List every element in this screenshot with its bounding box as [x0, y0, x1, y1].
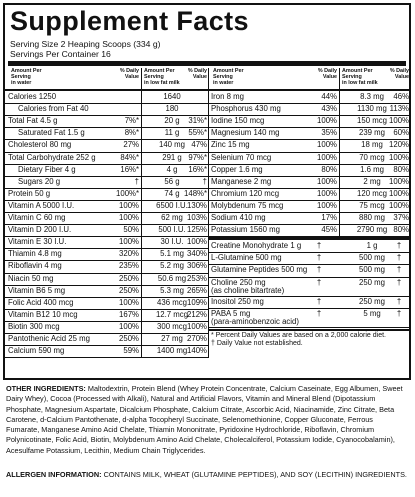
- milk-amount: 75 mcg: [359, 200, 385, 210]
- milk-daily-value: 140%: [187, 346, 207, 356]
- milk-amount: 120 mcg: [357, 188, 387, 198]
- milk-amount: 500 mg: [358, 253, 385, 263]
- milk-daily-value: 55%*: [188, 128, 207, 138]
- daily-value: 250%: [119, 273, 139, 283]
- milk-amount: 20 g: [164, 116, 180, 126]
- milk-amount: 880 mg: [358, 213, 385, 222]
- nutrient-name: Folic Acid 400 mcg: [8, 297, 74, 307]
- nutrient-name: Vitamin A 5000 I.U.: [8, 200, 75, 210]
- daily-value: 27%: [123, 140, 139, 150]
- nutrient-name: Manganese 2 mg: [211, 176, 272, 186]
- nutrient-subtitle: (as choline bitartrate): [211, 285, 285, 295]
- daily-value: 100%*: [116, 188, 139, 198]
- milk-daily-value: 47%: [191, 140, 207, 150]
- nutrient-name: PABA 5 mg: [211, 308, 251, 318]
- milk-daily-value: 100%: [389, 152, 409, 162]
- nutrient-name: Molybdenum 75 mcg: [211, 200, 284, 210]
- milk-daily-value: 306%: [187, 261, 207, 271]
- nutrient-name: Saturated Fat 1.5 g: [18, 128, 85, 138]
- daily-value: 84%*: [120, 152, 139, 162]
- milk-amount: 1640: [163, 92, 181, 101]
- footnote-rule: [208, 329, 409, 331]
- daily-value: 100%: [119, 237, 139, 247]
- nutrient-name: Total Carbohydrate 252 g: [8, 152, 96, 162]
- milk-daily-value: 100%: [187, 237, 207, 247]
- milk-amount: 5.2 mg: [160, 261, 184, 271]
- daily-value: 44%: [321, 92, 337, 101]
- milk-daily-value: 100%: [389, 188, 409, 198]
- milk-amount: 1.6 mg: [360, 164, 384, 174]
- daily-value: 235%: [119, 261, 139, 271]
- column-header: Amount Per Serving in low fat milk: [342, 68, 378, 86]
- nutrient-name: Biotin 300 mcg: [8, 321, 60, 331]
- nutrient-name: Calories 1250: [8, 92, 57, 101]
- nutrient-name: Calories from Fat 40: [18, 104, 89, 114]
- section-rule: [208, 237, 409, 240]
- milk-amount: 6500 I.U.: [156, 200, 188, 210]
- daily-value: 100%: [119, 213, 139, 222]
- column-header: Amount Per Serving in water: [213, 68, 244, 86]
- nutrient-name: Pantothenic Acid 25 mg: [8, 334, 90, 343]
- milk-daily-value: 100%: [389, 116, 409, 126]
- other-ingredients-text: Maltodextrin, Protein Blend (Whey Protein Concentrate, Calcium Caseinate, Egg Albumen, Sweet Dairy Whey), Cocoa (Processed with Alkali), Natural and Artificial Flavors, Vitamin and Mineral Blend (Dipotassium Phosphate, Magnesium Aspartate, Dicalcium Phosphate, Calcium Citrate, Ascorbic Acid, Niacinamide, Zinc Citrate, Beta Carotene, d-Calcium Pantothenate, d-alpha Tocopheryl Succinate, Selenomethionine, Copper Gluconate, Ferrous Fumarate, Manganese Amino Acid Chelate, Thiamin Mononitrate, Pyridoxine Hydrochloride, Riboflavin, Chromium Polynicotinate, Folic Acid, Biotin, Molybdenum Amino Acid Chelate, Cholecalciferol, Potassium Iodide, Cyanocobalamin), Acesulfame Potassium, Lecithin, Medium Chain Triglycerides.: [6, 384, 403, 455]
- daily-value: 45%: [321, 225, 337, 235]
- milk-amount: 500 mg: [358, 265, 385, 275]
- milk-daily-value: 16%*: [188, 164, 207, 174]
- milk-amount: 250 mg: [358, 296, 385, 306]
- supplement-facts-panel: [3, 3, 411, 380]
- milk-daily-value: †: [396, 241, 402, 251]
- daily-value: †: [316, 277, 322, 287]
- milk-daily-value: †: [396, 253, 402, 263]
- nutrient-name: Copper 1.6 mg: [211, 164, 263, 174]
- nutrient-name: Dietary Fiber 4 g: [18, 164, 76, 174]
- nutrient-name: Chromium 120 mcg: [211, 188, 280, 198]
- milk-daily-value: 31%*: [188, 116, 207, 126]
- milk-daily-value: 253%: [187, 273, 207, 283]
- daily-value: †: [316, 253, 322, 263]
- daily-value: 8%*: [124, 128, 139, 138]
- daily-value: 100%: [317, 188, 337, 198]
- milk-daily-value: †: [396, 308, 402, 318]
- milk-daily-value: 130%: [187, 200, 207, 210]
- daily-value: 16%*: [120, 164, 139, 174]
- milk-amount: 180: [165, 104, 179, 114]
- daily-value: 250%: [119, 285, 139, 295]
- nutrient-name: Vitamin B6 5 mg: [8, 285, 66, 295]
- nutrient-name: Total Fat 4.5 g: [8, 116, 58, 126]
- daily-value: 35%: [321, 128, 337, 138]
- column-divider: [141, 68, 142, 358]
- milk-daily-value: 46%: [393, 92, 409, 101]
- column-divider: [208, 68, 209, 358]
- milk-daily-value: 103%: [187, 213, 207, 222]
- nutrient-name: Vitamin D 200 I.U.: [8, 225, 72, 235]
- milk-daily-value: 37%: [393, 213, 409, 222]
- milk-amount: 5.3 mg: [160, 285, 184, 295]
- milk-daily-value: 120%: [389, 140, 409, 150]
- milk-daily-value: 212%: [187, 309, 207, 319]
- milk-amount: 5 mg: [363, 308, 381, 318]
- milk-amount: 140 mg: [158, 140, 185, 150]
- milk-daily-value: 80%: [393, 164, 409, 174]
- milk-amount: 12.7 mcg: [155, 309, 189, 319]
- milk-amount: 18 mg: [361, 140, 383, 150]
- daily-value: 100%: [119, 297, 139, 307]
- column-header: % Daily Value: [119, 68, 139, 80]
- milk-amount: 250 mg: [358, 277, 385, 287]
- nutrient-name: Phosphorus 430 mg: [211, 104, 281, 114]
- header-rule: [5, 89, 409, 91]
- daily-value: 50%: [123, 225, 139, 235]
- daily-value: 250%: [119, 334, 139, 343]
- milk-amount: 150 mcg: [357, 116, 387, 126]
- nutrient-name: L-Glutamine 500 mg: [211, 253, 282, 263]
- milk-daily-value: †: [396, 277, 402, 287]
- nutrient-name: Magnesium 140 mg: [211, 128, 280, 138]
- daily-value: †: [316, 296, 322, 306]
- other-ingredients-label: OTHER INGREDIENTS:: [6, 384, 86, 393]
- milk-daily-value: 100%: [187, 321, 207, 331]
- serving-size: Serving Size 2 Heaping Scoops (334 g): [10, 39, 161, 49]
- milk-amount: 11 g: [164, 128, 180, 138]
- daily-value: †: [316, 241, 322, 251]
- milk-amount: 27 mg: [161, 334, 183, 343]
- other-ingredients: [6, 384, 408, 456]
- milk-daily-value: †: [396, 296, 402, 306]
- milk-daily-value: 113%: [389, 104, 409, 114]
- milk-amount: 50.6 mg: [157, 273, 187, 283]
- milk-daily-value: 148%*: [184, 188, 207, 198]
- nutrient-name: Sugars 20 g: [18, 176, 61, 186]
- daily-value: 320%: [119, 249, 139, 259]
- milk-daily-value: 270%: [187, 334, 207, 343]
- milk-amount: 70 mcg: [359, 152, 385, 162]
- allergen-info: [6, 470, 408, 480]
- nutrient-name: Creatine Monohydrate 1 g: [211, 241, 302, 251]
- column-header: % Daily Value: [187, 68, 207, 80]
- nutrient-name: Choline 250 mg: [211, 277, 266, 287]
- nutrient-name: Vitamin E 30 I.U.: [8, 237, 67, 247]
- daily-value: 7%*: [124, 116, 139, 126]
- daily-value: 100%: [317, 200, 337, 210]
- milk-daily-value: †: [202, 176, 207, 186]
- milk-daily-value: 80%: [393, 225, 409, 235]
- nutrient-name: Niacin 50 mg: [8, 273, 54, 283]
- column-header: % Daily Value: [389, 68, 409, 80]
- milk-amount: 239 mg: [358, 128, 385, 138]
- row-rule: [5, 357, 209, 358]
- daily-value: †: [134, 176, 139, 186]
- milk-amount: 291 g: [162, 152, 182, 162]
- panel-title: Supplement Facts: [10, 6, 249, 36]
- daily-value: 100%: [317, 116, 337, 126]
- milk-amount: 2790 mg: [356, 225, 388, 235]
- nutrient-name: Cholesterol 80 mg: [8, 140, 72, 150]
- daily-value: †: [316, 265, 322, 275]
- nutrient-name: Vitamin B12 10 mcg: [8, 309, 78, 319]
- daily-value: 59%: [123, 346, 139, 356]
- milk-amount: 436 mcg: [157, 297, 187, 307]
- daily-value: 43%: [321, 104, 337, 114]
- column-header: % Daily Value: [317, 68, 337, 80]
- column-header: Amount Per Serving in water: [11, 68, 42, 86]
- milk-daily-value: 60%: [393, 128, 409, 138]
- servings-per-container: Servings Per Container 16: [10, 49, 111, 59]
- nutrient-name: Thiamin 4.8 mg: [8, 249, 62, 259]
- daily-value: †: [316, 308, 322, 318]
- milk-daily-value: †: [396, 265, 402, 275]
- thick-divider: [8, 61, 406, 66]
- nutrient-subtitle: (para-aminobenzoic acid): [211, 316, 299, 326]
- milk-daily-value: 100%: [389, 200, 409, 210]
- daily-value: 80%: [321, 164, 337, 174]
- allergen-text: CONTAINS MILK, WHEAT (GLUTAMINE PEPTIDES), AND SOY (LECITHIN) INGREDIENTS.: [103, 470, 407, 479]
- daily-value: 100%: [119, 321, 139, 331]
- nutrient-name: Zinc 15 mg: [211, 140, 250, 150]
- milk-amount: 1130 mg: [357, 104, 387, 114]
- footnote-daily-values: * Percent Daily Values are based on a 2,000 calorie diet.: [211, 331, 386, 339]
- footnote-not-established: † Daily Value not established.: [211, 339, 303, 347]
- nutrient-name: Iodine 150 mcg: [211, 116, 265, 126]
- daily-value: 167%: [119, 309, 139, 319]
- milk-daily-value: 97%*: [188, 152, 207, 162]
- milk-daily-value: 340%: [187, 249, 207, 259]
- milk-amount: 62 mg: [161, 213, 183, 222]
- nutrient-name: Protein 50 g: [8, 188, 51, 198]
- nutrient-name: Vitamin C 60 mg: [8, 213, 66, 222]
- milk-daily-value: 109%: [187, 297, 207, 307]
- nutrient-name: Glutamine Peptides 500 mg: [211, 265, 308, 275]
- milk-daily-value: 100%: [389, 176, 409, 186]
- milk-daily-value: 265%: [187, 285, 207, 295]
- daily-value: 17%: [321, 213, 337, 222]
- nutrient-name: Sodium 410 mg: [211, 213, 266, 222]
- milk-amount: 2 mg: [363, 176, 381, 186]
- milk-amount: 1 g: [366, 241, 378, 251]
- milk-amount: 8.3 mg: [360, 92, 384, 101]
- nutrient-name: Iron 8 mg: [211, 92, 244, 101]
- nutrient-name: Selenium 70 mcg: [211, 152, 272, 162]
- milk-amount: 1400 mg: [156, 346, 188, 356]
- allergen-label: ALLERGEN INFORMATION:: [6, 470, 102, 479]
- row-rule: [208, 327, 409, 328]
- milk-amount: 4 g: [166, 164, 178, 174]
- milk-amount: 74 g: [164, 188, 180, 198]
- nutrient-name: Potassium 1560 mg: [211, 225, 280, 235]
- nutrient-name: Calcium 590 mg: [8, 346, 65, 356]
- nutrient-name: Riboflavin 4 mg: [8, 261, 62, 271]
- milk-amount: 500 I.U.: [158, 225, 186, 235]
- daily-value: 100%: [119, 200, 139, 210]
- milk-amount: 5.1 mg: [160, 249, 184, 259]
- nutrient-name: Inositol 250 mg: [211, 296, 264, 306]
- milk-amount: 56 g: [164, 176, 180, 186]
- column-header: Amount Per Serving in low fat milk: [144, 68, 180, 86]
- milk-amount: 300 mcg: [157, 321, 187, 331]
- milk-amount: 30 I.U.: [160, 237, 184, 247]
- daily-value: 100%: [317, 176, 337, 186]
- daily-value: 100%: [317, 140, 337, 150]
- daily-value: 100%: [317, 152, 337, 162]
- milk-daily-value: 125%: [187, 225, 207, 235]
